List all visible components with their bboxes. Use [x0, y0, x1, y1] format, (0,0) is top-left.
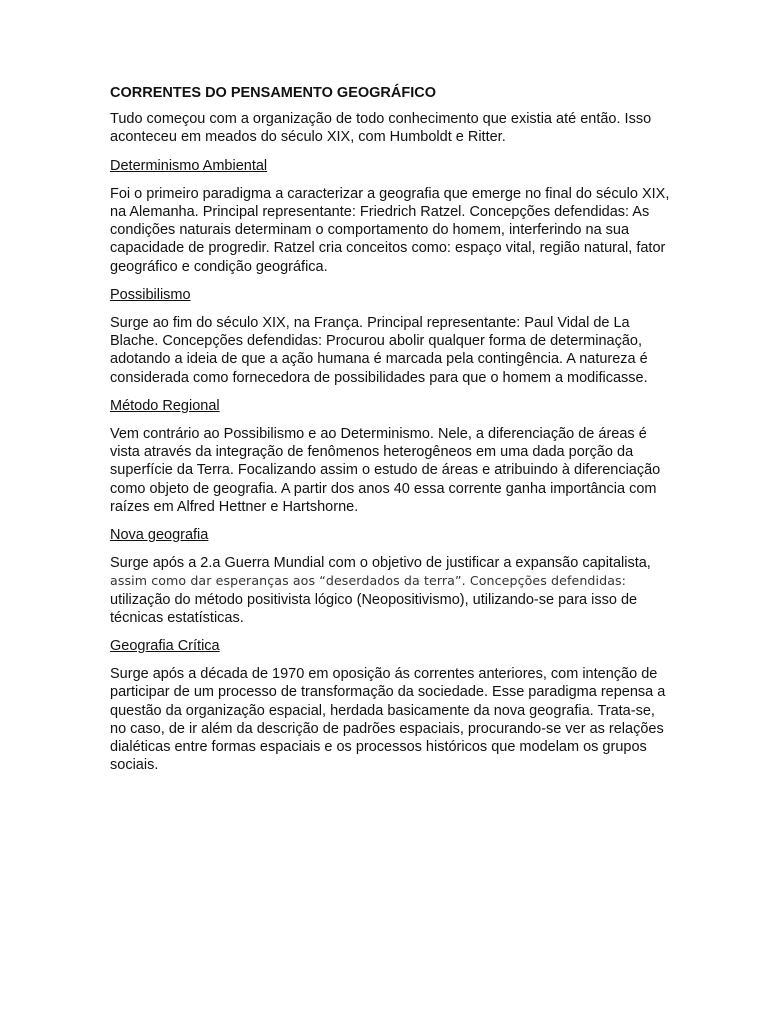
paragraph-line: Surge após a década de 1970 em oposição ás correntes anteriores, com intenção de [110, 666, 658, 683]
paragraph-line: considerada como fornecedora de possibilidades para que o homem a modificasse. [110, 369, 648, 386]
paragraph-line: condições naturais determinam o comportamento do homem, interferindo na sua [110, 222, 630, 239]
intro-paragraph [110, 110, 670, 146]
section-heading-determinismo: Determinismo Ambiental [110, 157, 268, 174]
section-paragraph-possibilismo [110, 314, 670, 387]
paragraph-line: na Alemanha. Principal representante: Friedrich Ratzel. Concepções defendidas: As [110, 204, 650, 221]
paragraph-line: Vem contrário ao Possibilismo e ao Determinismo. Nele, a diferenciação de áreas é [110, 426, 647, 443]
section-heading-nova-geografia: Nova geografia [110, 527, 209, 544]
paragraph-line: Surge ao fim do século XIX, na França. Principal representante: Paul Vidal de La [110, 315, 630, 332]
paragraph-line: capacidade de progredir. Ratzel cria conceitos como: espaço vital, região natural, fator [110, 240, 666, 257]
paragraph-line: superfície da Terra. Focalizando assim o estudo de áreas e atribuindo à diferenciação [110, 462, 661, 479]
paragraph-line: como objeto de geografia. A partir dos anos 40 essa corrente ganha importância com [110, 480, 657, 497]
paragraph-line: Foi o primeiro paradigma a caracterizar a geografia que emerge no final do século XIX, [110, 185, 670, 202]
paragraph-line: raízes em Alfred Hettner e Hartshorne. [110, 498, 359, 515]
paragraph-line: no caso, de ir além da descrição de padrões espaciais, procurando-se ver as relações [110, 720, 664, 737]
section-heading-geografia-critica: Geografia Crítica [110, 638, 220, 655]
section-paragraph-nova-geografia [110, 554, 670, 627]
paragraph-line: dialéticas entre formas espaciais e os processos históricos que modelam os grupos [110, 739, 647, 756]
intro-line: aconteceu em meados do século XIX, com Humboldt e Ritter. [110, 129, 506, 146]
paragraph-line: técnicas estatísticas. [110, 609, 244, 626]
section-paragraph-metodo-regional [110, 425, 670, 516]
paragraph-line: questão da organização espacial, herdada basicamente da nova geografia. Trata-se, [110, 702, 655, 719]
paragraph-line: vista através da integração de fenômenos heterogêneos em uma dada porção da [110, 444, 634, 461]
section-paragraph-geografia-critica [110, 665, 670, 774]
paragraph-line: utilização do método positivista lógico (Neopositivismo), utilizando-se para isso de [110, 591, 638, 608]
paragraph-line: adotando a ideia de que a ação humana é marcada pela contingência. A natureza é [110, 351, 648, 368]
paragraph-line: participar de um processo de transformação da sociedade. Esse paradigma repensa a [110, 684, 666, 701]
paragraph-line: assim como dar esperanças aos “deserdados da terra”. Concepções defendidas: [110, 573, 627, 589]
paragraph-line: sociais. [110, 757, 159, 774]
section-heading-metodo-regional: Método Regional [110, 397, 220, 414]
paragraph-line: Blache. Concepções defendidas: Procurou abolir qualquer forma de determinação, [110, 333, 642, 350]
document-body [110, 84, 670, 785]
paragraph-line: geográfico e condição geográfica. [110, 258, 328, 275]
document-title: CORRENTES DO PENSAMENTO GEOGRÁFICO [110, 85, 437, 101]
section-heading-possibilismo: Possibilismo [110, 286, 191, 303]
section-paragraph-determinismo [110, 185, 670, 276]
intro-line: Tudo começou com a organização de todo conhecimento que existia até então. Isso [110, 111, 652, 128]
paragraph-line: Surge após a 2.a Guerra Mundial com o objetivo de justificar a expansão capitalista, [110, 555, 651, 572]
